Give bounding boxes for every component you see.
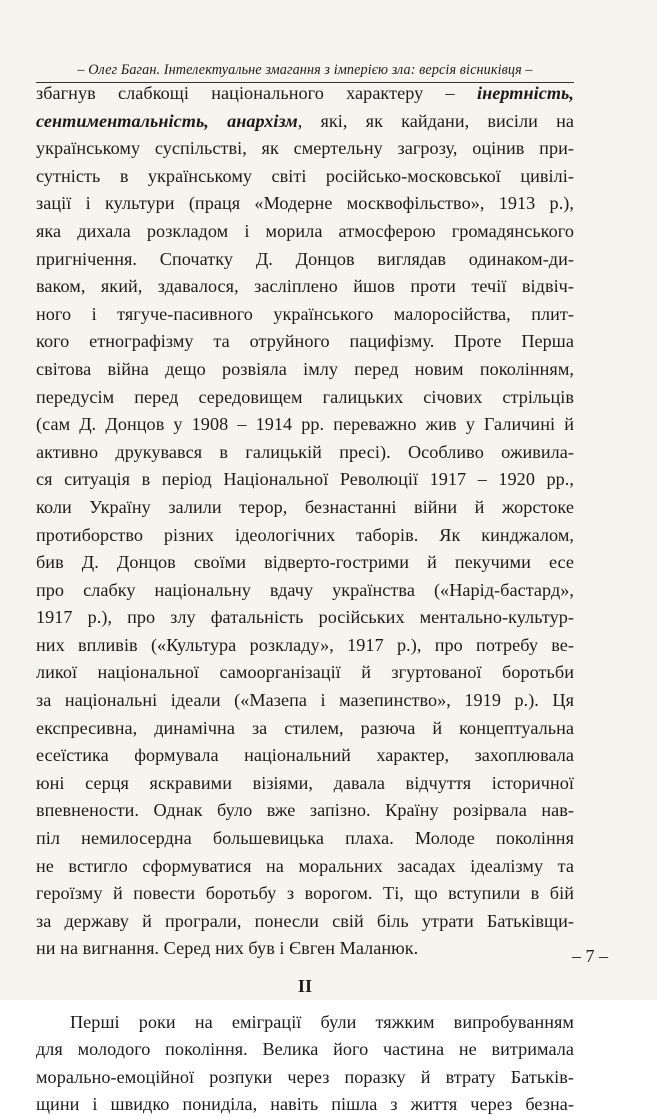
emphasis-text: сентиментальність, анархізм [36, 110, 298, 131]
text-line: за національні ідеали («Мазепа і мазепинство», 1919 р.). Ця [36, 690, 574, 711]
text-line: українському суспільстві, як смертельну загрозу, оцінив при- [36, 138, 574, 159]
section-number: II [297, 976, 313, 996]
text-line: Перші роки на еміграції були тяжким випробуванням [70, 1011, 574, 1032]
text-line: активно друкувався в галицькій пресі). Особливо оживила- [36, 441, 574, 462]
text-line: зації і культури (праця «Модерне москвофільство», 1913 р.), [36, 193, 574, 214]
text-line: протиборство різних ідеологічних таборів. Як кинджалом, [36, 524, 574, 545]
running-head: – Олег Баган. Інтелектуальне змагання з імперією зла: версія вісниківця – [77, 62, 533, 78]
text-line: коли Україну залили терор, безнастанні війни й жорстоке [36, 496, 574, 517]
text-line: морально-емоційної розпуки через поразку й втрату Батьків- [36, 1066, 574, 1087]
text-line: (сам Д. Донцов у 1908 – 1914 рр. переважно жив у Галичині й [36, 414, 574, 435]
text-line: ни на вигнання. Серед них був і Євген Маланюк. [36, 938, 419, 959]
text-line: ного і тягуче-пасивного українського малоросійства, плит- [36, 303, 574, 324]
emphasis-text: інертність, [476, 83, 574, 103]
text-line: 1917 р.), про злу фатальність російських ментально-культур- [36, 607, 574, 628]
paragraph-1 [36, 80, 574, 963]
text-line: передусім перед середовищем галицьких січових стрільців [36, 386, 574, 407]
text-line: яка дихала розкладом і морила атмосферою громадянського [36, 220, 574, 241]
text-line: не встигло сформуватися на моральних засадах ідеалізму та [36, 855, 574, 876]
page-body [36, 80, 574, 1119]
text-line [36, 80, 574, 108]
paragraph-2 [36, 1009, 574, 1119]
text-line: героїзму й повести боротьбу з ворогом. Ті, що вступили в бій [36, 883, 574, 904]
text-line: впевнености. Однак було вже запізно. Країну розірвала нав- [36, 800, 574, 821]
text-line: них впливів («Культура розкладу», 1917 р.), про потребу ве- [36, 634, 574, 655]
text-line: бив Д. Донцов своїми відверто-гострими й пекучими есе [36, 552, 574, 573]
page-number: – 7 – [572, 946, 608, 966]
text-run: збагнув слабкощі національного характеру – [36, 83, 477, 103]
text-line: піл немилосердна большевицька плаха. Молоде покоління [36, 828, 574, 849]
text-line: про слабку національну вдачу українства («Нарід-бастард», [36, 579, 574, 600]
text-line: пригнічення. Спочатку Д. Донцов виглядав одинаком-ди- [36, 248, 574, 269]
text-line: юні серця яскравими візіями, давала відчуття історичної [36, 772, 574, 793]
text-line: експресивна, динамічна за стилем, разюча й концептуальна [36, 717, 574, 738]
text-line: кого етнографізму та отруйного пацифізму. Проте Перша [36, 331, 574, 352]
text-line: ся ситуація в період Національної Революції 1917 – 1920 рр., [36, 469, 574, 490]
text-line [36, 108, 574, 136]
text-line: сутність в українському світі російсько-московської цивілі- [36, 165, 574, 186]
text-line: ликої національної самоорганізації й згуртованої боротьби [36, 662, 574, 683]
text-line: за державу й програли, понесли свій біль утрати Батьківщи- [36, 910, 574, 931]
text-line: для молодого покоління. Велика його частина не витримала [36, 1039, 574, 1060]
text-line: світова війна дещо розвіяла імлу перед новим поколінням, [36, 358, 574, 379]
text-run: , які, як кайдани, висіли на [297, 110, 574, 131]
text-line: есеїстика формувала національний характер, захоплювала [36, 745, 574, 766]
text-line: щини і швидко пониділа, навіть пішла з життя через безна- [36, 1094, 574, 1115]
text-line: ваком, який, здавалося, засліплено йшов проти течії відвіч- [36, 276, 574, 297]
